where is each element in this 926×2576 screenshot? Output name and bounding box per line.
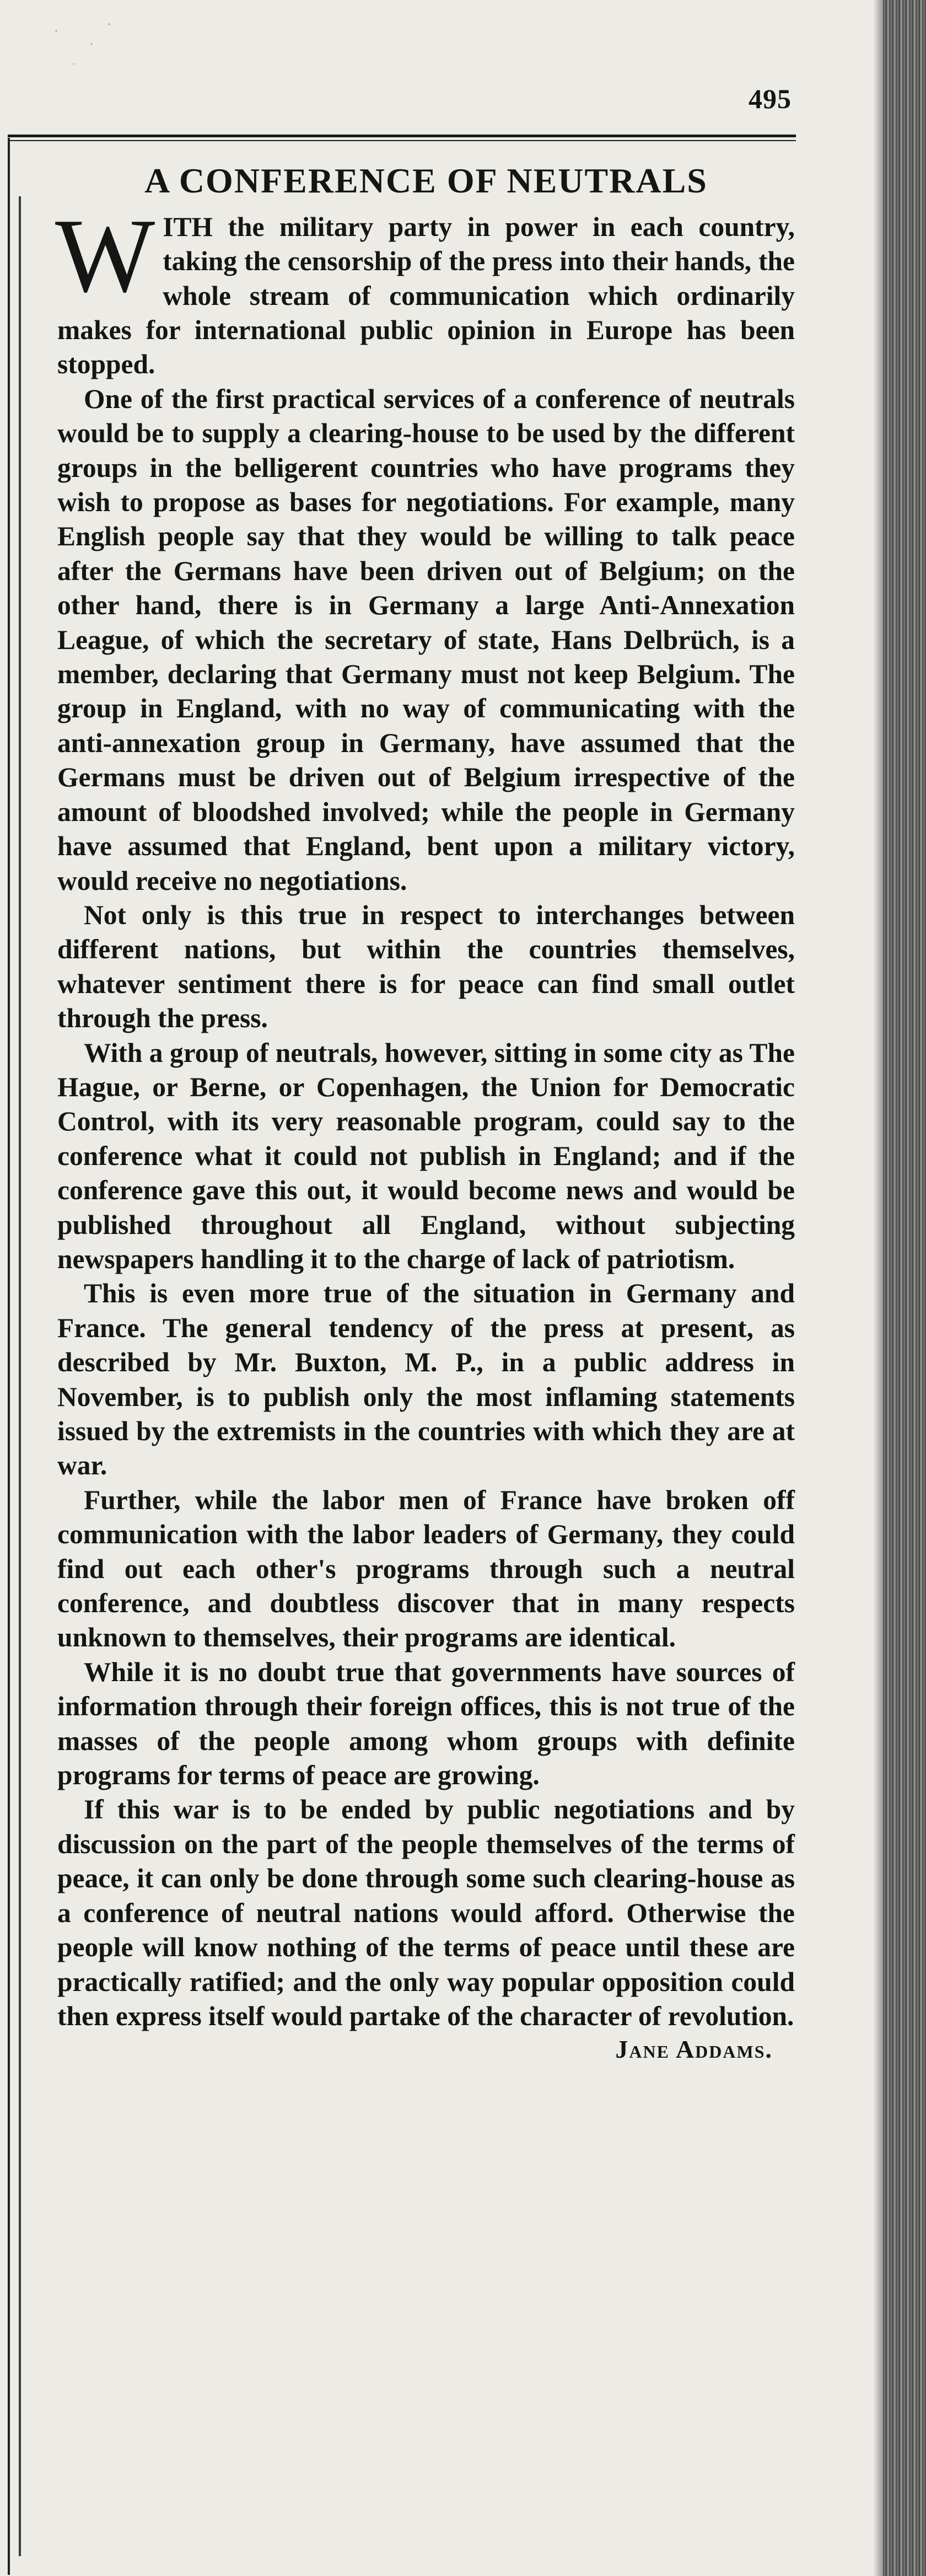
header-rule-thin bbox=[8, 140, 796, 141]
article-title: A CONFERENCE OF NEUTRALS bbox=[144, 161, 708, 200]
author-signature: Jane Addams. bbox=[615, 2035, 773, 2064]
page-number: 495 bbox=[749, 83, 792, 114]
article-paragraph-5: This is even more true of the situation in Germany and France. The general tendency of the press at present, as described by Mr. Buxton, M. P., in a public address in November, is to publish only the most inflaming statements issued by the extremists in the countries with which they are at war. bbox=[57, 1278, 795, 1481]
article-paragraph-8: If this war is to be ended by public negotiations and by discussion on the part of the people themselves of the terms of peace, it can only be done through some such clearing-house as a conference of neutral nations would afford. Otherwise the people will know nothing of the terms of peace until these are practically ratified; and the only way popular opposition could then express itself would partake of the character of revolution. bbox=[57, 1794, 795, 2031]
article-paragraph-6: Further, while the labor men of France have broken off communication with the labor leaders of Germany, they could find out each other's programs through such a neutral conference, and doubtless discover that in many respects unknown to themselves, their programs are identical. bbox=[57, 1484, 795, 1653]
article-paragraph-4: With a group of neutrals, however, sitting in some city as The Hague, or Berne, or Copenhagen, the Union for Democratic Control, with its very reasonable program, could say to the conference what it could not publish in England; and if the conference gave this out, it would become news and would be published throughout all England, without subjecting newspapers handling it to the charge of lack of patriotism. bbox=[57, 1037, 795, 1274]
drop-cap: W bbox=[55, 196, 155, 314]
header-rule bbox=[8, 135, 796, 137]
article-paragraph-2: One of the first practical services of a conference of neutrals would be to supply a clearing-house to be used by the different groups in the belligerent countries who have programs they wish to propose as bases for negotiations. For example, many English people say that they would be willing to talk peace after the Germans have been driven out of Belgium; on the other hand, there is in Germany a large Anti-Annexation League, of which the secretary of state, Hans Delbrüch, is a member, declaring that Germany must not keep Belgium. The group in England, with no way of communicating with the anti-annexation group in Germany, have assumed that the Germans must be driven out of Belgium irrespective of the amount of bloodshed involved; while the people in Germany have assumed that England, bent upon a military victory, would receive no negotiations. bbox=[57, 383, 795, 896]
article-paragraph-1 bbox=[55, 196, 795, 382]
spine-edge-shadow bbox=[873, 0, 883, 2576]
scan-speckle bbox=[39, 11, 127, 77]
book-spine-shadow bbox=[883, 0, 926, 2576]
article-paragraph-7: While it is no doubt true that governments have sources of information through their foreign offices, this is not true of the masses of the people among whom groups with definite programs for terms of peace are growing. bbox=[57, 1656, 795, 1791]
article bbox=[57, 160, 795, 2064]
left-column-rule bbox=[8, 138, 10, 2575]
left-column-inner-rule bbox=[19, 196, 21, 2556]
article-paragraph-1-text: ITH the military party in power in each country, taking the censorship of the press into their hands, the whole stream of communication which ordinarily makes for international public opinion in Europe has been stopped. bbox=[57, 211, 795, 380]
article-paragraph-3: Not only is this true in respect to interchanges between different nations, but within the countries themselves, whatever sentiment there is for peace can find small outlet through the press. bbox=[57, 899, 795, 1034]
